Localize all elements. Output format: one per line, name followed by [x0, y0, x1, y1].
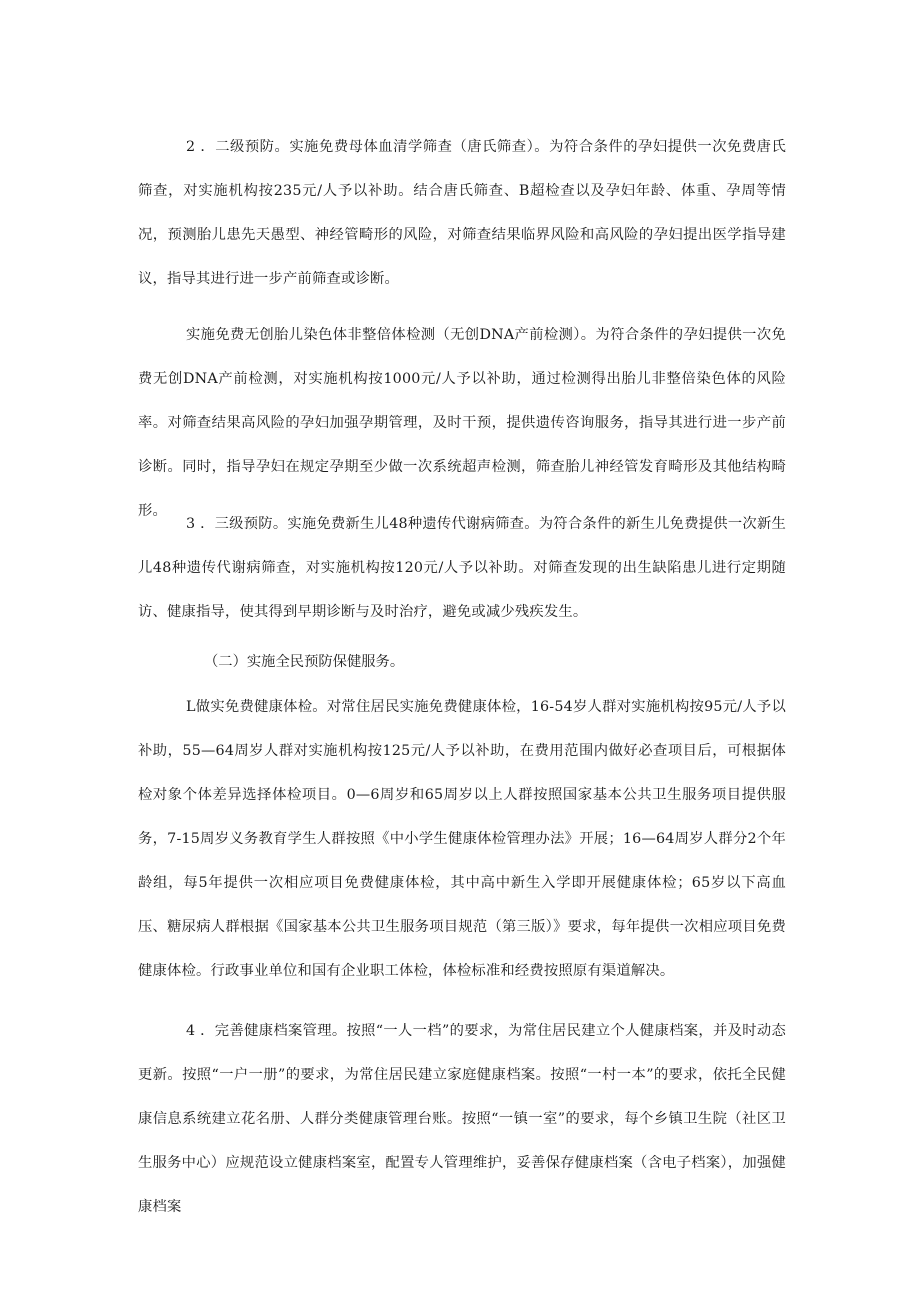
section-heading: （二）实施全民预防保健服务。: [204, 654, 405, 670]
paragraph-tertiary-prevention: 3 ．三级预防。实施免费新生儿48种遗传代谢病筛查。为符合条件的新生儿免费提供一次新生儿48种遗传代谢病筛查，对实施机构按120元/人予以补助。对筛查发现的出生缺陷患儿进行定期随访、健康指导，使其得到早期诊断与及时治疗，避免或减少残疾发生。: [138, 516, 786, 620]
paragraph-health-records: 4 ．完善健康档案管理。按照“一人一档”的要求，为常住居民建立个人健康档案，并及时动态更新。按照“一户一册”的要求，为常住居民建立家庭健康档案。按照“一村一本”的要求，依托全民健康信息系统建立花名册、人群分类健康管理台账。按照“一镇一室”的要求，每个乡镇卫生院（社区卫生服务中心）应规范设立健康档案室，配置专人管理维护，妥善保存健康档案（含电子档案），加强健康档案: [138, 1023, 786, 1215]
paragraph-health-checkup: L做实免费健康体检。对常住居民实施免费健康体检，16-54岁人群对实施机构按95元/人予以补助，55—64周岁人群对实施机构按125元/人予以补助，在费用范围内做好必查项目后，可根据体检对象个体差异选择体检项目。0—6周岁和65周岁以上人群按照国家基本公共卫生服务项目提供服务，7-15周岁义务教育学生人群按照《中小学生健康体检管理办法》开展；16—64周岁人群分2个年龄组，每5年提供一次相应项目免费健康体检，其中高中新生入学即开展健康体检；65岁以下高血压、糖尿病人群根据《国家基本公共卫生服务项目规范（第三版）》要求，每年提供一次相应项目免费健康体检。行政事业单位和国有企业职工体检，体检标准和经费按照原有渠道解决。: [138, 699, 786, 979]
paragraph-secondary-prevention: 2 ．二级预防。实施免费母体血清学筛查（唐氏筛查）。为符合条件的孕妇提供一次免费唐氏筛查，对实施机构按235元/人予以补助。结合唐氏筛查、B超检查以及孕妇年龄、体重、孕周等情况，预测胎儿患先天愚型、神经管畸形的风险，对筛查结果临界风险和高风险的孕妇提出医学指导建议，指导其进行进一步产前筛查或诊断。: [138, 139, 786, 287]
paragraph-nipt-testing: 实施免费无创胎儿染色体非整倍体检测（无创DNA产前检测）。为符合条件的孕妇提供一次免费无创DNA产前检测，对实施机构按1000元/人予以补助，通过检测得出胎儿非整倍染色体的风险率。对筛查结果高风险的孕妇加强孕期管理，及时干预，提供遗传咨询服务，指导其进行进一步产前诊断。同时，指导孕妇在规定孕期至少做一次系统超声检测，筛查胎儿神经管发育畸形及其他结构畸形。: [138, 327, 786, 519]
